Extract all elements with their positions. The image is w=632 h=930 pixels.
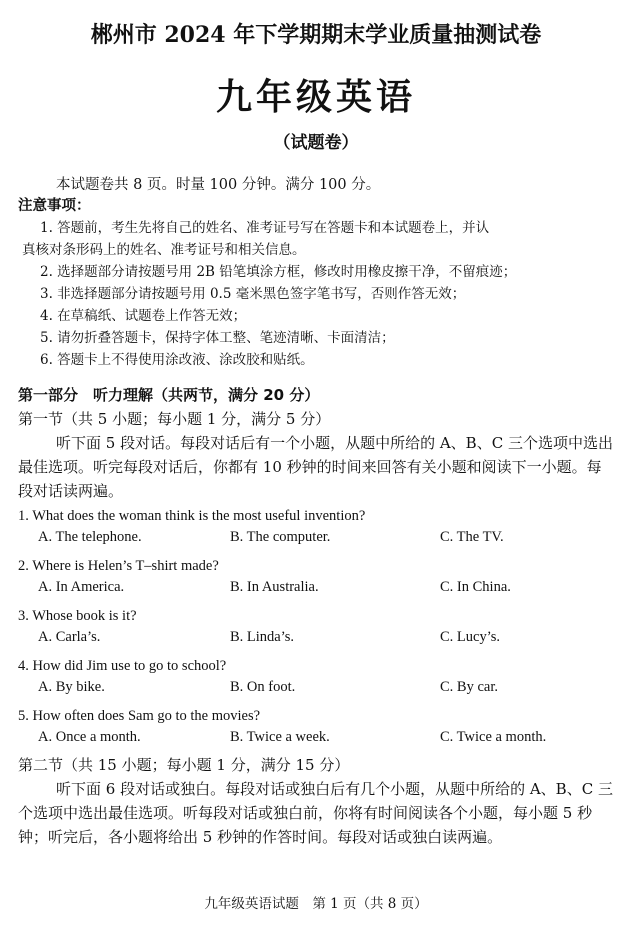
question-text: 2. Where is Helen’s T–shirt made? [18,558,219,574]
page-subtitle: （试题卷） [273,133,359,153]
question-text: 4. How did Jim use to go to school? [18,658,227,674]
option-c: C. Lucy’s. [440,629,501,645]
question-options [18,628,614,653]
option-a: A. Once a month. [38,729,141,745]
notes-heading: 注意事项： [18,198,91,214]
question-text: 5. How often does Sam go to the movies? [18,708,261,724]
notes-block [18,195,614,371]
question-text: 3. Whose book is it? [18,608,137,624]
option-a: A. By bike. [38,679,105,695]
option-a: A. Carla’s. [38,629,101,645]
option-b: B. In Australia. [230,579,319,595]
part1-heading: 第一部分 听力理解（共两节，满分 20 分） [18,386,320,404]
option-c: C. By car. [440,679,498,695]
exam-intro: 本试题卷共 8 页。时量 100 分钟。满分 100 分。 [56,177,381,193]
question-list [18,504,614,753]
question-options [18,728,614,753]
section1-heading: 第一节（共 5 小题；每小题 1 分，满分 5 分） [18,410,331,428]
option-b: B. The computer. [230,529,331,545]
note-item: 6. 答题卡上不得使用涂改液、涂改胶和贴纸。 [40,352,314,368]
section1-instructions: 听下面 5 段对话。每段对话后有一个小题，从题中所给的 A、B、C 三个选项中选出最佳选项。听完每段对话后，你都有 10 秒钟的时间来回答有关小题和阅读下一小题。每段对话读两遍。 [18,434,613,500]
option-a: A. In America. [38,579,125,595]
option-c: C. The TV. [440,529,504,545]
option-b: B. Twice a week. [230,729,330,745]
note-item: 2. 选择题部分请按题号用 2B 铅笔填涂方框，修改时用橡皮擦干净，不留痕迹； [40,264,517,280]
section2-instructions: 听下面 6 段对话或独白。每段对话或独白后有几个小题，从题中所给的 A、B、C 三个选项中选出最佳选项。听每段对话或独白前，你将有时间阅读各个小题，每小题 5 秒钟；听完后，各小题将给出 5 秒钟的作答时间。每段对话或独白读两遍。 [18,780,613,846]
option-c: C. In China. [440,579,511,595]
note-item: 1. 答题前，考生先将自己的姓名、准考证号写在答题卡和本试题卷上，并认 [40,220,490,236]
question-options [18,578,614,603]
section2-heading: 第二节（共 15 小题；每小题 1 分，满分 15 分） [18,756,350,774]
option-c: C. Twice a month. [440,729,547,745]
question-options [18,678,614,703]
exam-header-title: 郴州市 2024 年下学期期末学业质量抽测试卷 [90,22,542,48]
note-item: 4. 在草稿纸、试题卷上作答无效； [40,308,247,324]
page-title: 九年级英语 [215,77,416,118]
option-b: B. On foot. [230,679,296,695]
note-item: 3. 非选择题部分请按题号用 0.5 毫米黑色签字笔书写，否则作答无效； [40,286,466,302]
option-b: B. Linda’s. [230,629,295,645]
note-item: 5. 请勿折叠答题卡，保持字体工整、笔迹清晰、卡面清洁； [40,330,395,346]
option-a: A. The telephone. [38,529,142,545]
question-options [18,528,614,553]
note-item: 真核对条形码上的姓名、准考证号和相关信息。 [22,242,306,258]
question-text: 1. What does the woman think is the most useful invention? [18,508,366,524]
page-footer: 九年级英语试题 第 1 页（共 8 页） [204,896,428,912]
